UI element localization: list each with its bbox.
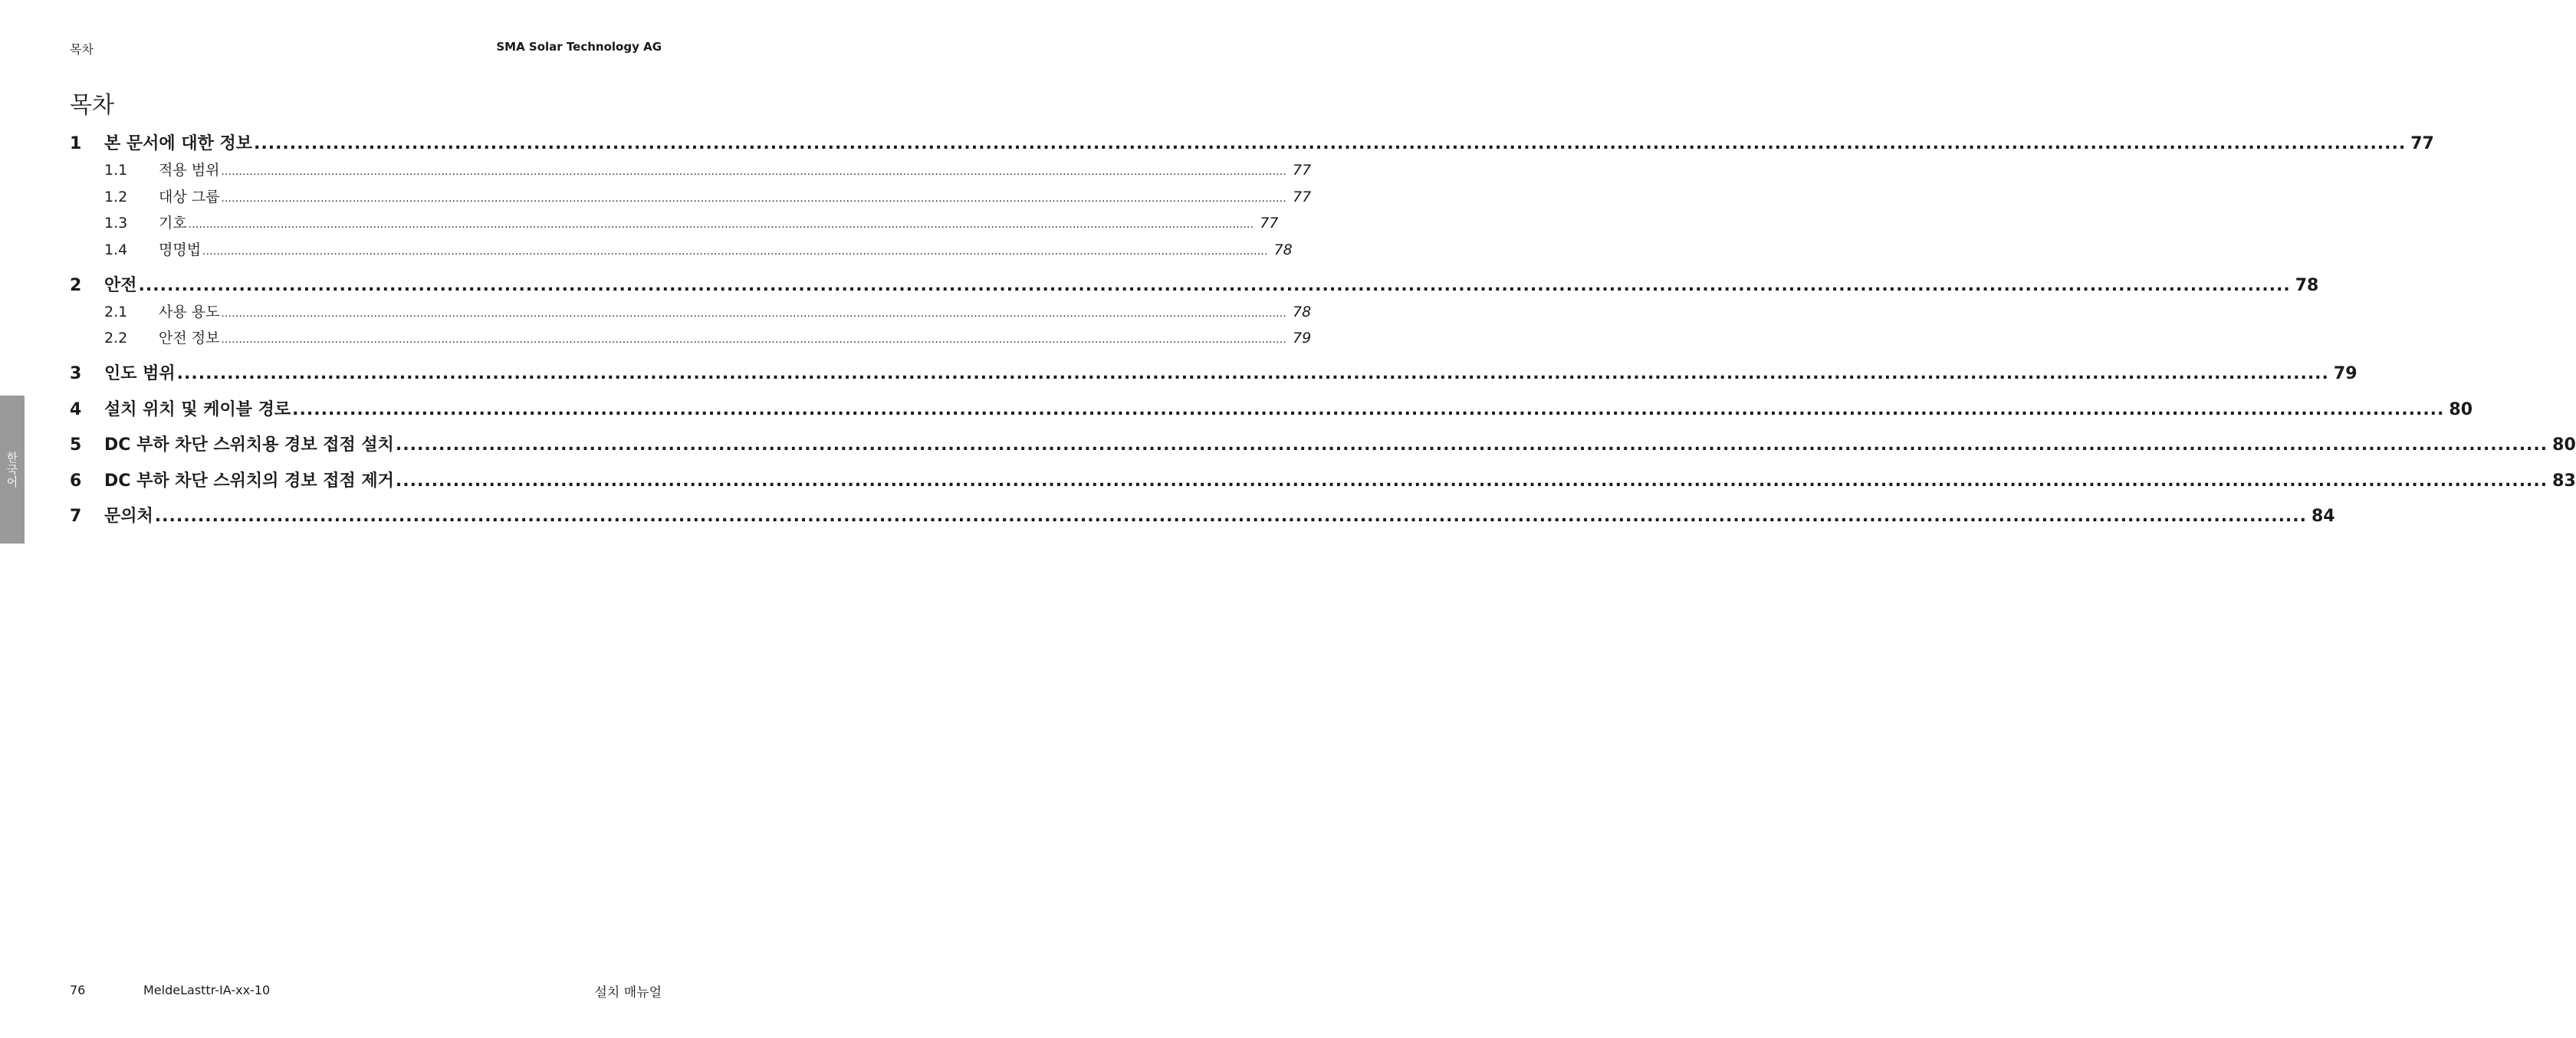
toc-leader-dots: ............................................................................................................................................................................................................................................................................................................ xyxy=(221,308,1287,320)
toc-entry-title: 기호 xyxy=(159,215,187,232)
toc-entry-2-2[interactable] xyxy=(70,327,1312,347)
toc-entry-title: DC 부하 차단 스위치용 경보 접점 설치 xyxy=(104,435,394,455)
toc-entry-page: 77 xyxy=(1260,215,1279,232)
toc-entry-title: 적용 범위 xyxy=(159,162,220,179)
page-title: 목차 xyxy=(70,92,114,119)
footer-page-number: 76 xyxy=(70,983,86,997)
toc-entry-title: 본 문서에 대한 정보 xyxy=(104,134,252,153)
toc-entry-page: 78 xyxy=(1292,304,1312,320)
toc-leader-dots: ............................................................................................................................................................................................................................................................................................................ xyxy=(395,471,2548,491)
toc-leader-dots: ............................................................................................................................................................................................................................................................................................................ xyxy=(176,364,2329,383)
toc-leader-dots: ............................................................................................................................................................................................................................................................................................................ xyxy=(221,334,1287,346)
toc-entry-page: 80 xyxy=(2449,400,2473,419)
toc-entry-title: 설치 위치 및 케이블 경로 xyxy=(104,400,291,419)
toc-entry-number: 1 xyxy=(70,134,82,153)
toc-entry-title: 인도 범위 xyxy=(104,364,176,383)
toc-entry-page: 78 xyxy=(2295,276,2319,295)
language-label: 한국어 xyxy=(5,451,19,488)
toc-entry-5[interactable] xyxy=(70,432,2576,455)
toc-entry-page: 80 xyxy=(2552,435,2576,455)
toc-entry-page: 84 xyxy=(2312,507,2335,526)
toc-entry-title: 대상 그룹 xyxy=(159,189,220,205)
toc-entry-7[interactable] xyxy=(70,503,2335,527)
header-section-label: 목차 xyxy=(70,42,94,57)
toc-entry-6[interactable] xyxy=(70,468,2576,491)
toc-entry-number: 7 xyxy=(70,507,82,526)
toc-entry-number: 6 xyxy=(70,471,82,491)
toc-leader-dots: ............................................................................................................................................................................................................................................................................................................ xyxy=(188,219,1254,231)
toc-entry-number: 4 xyxy=(70,400,82,419)
toc-leader-dots: ............................................................................................................................................................................................................................................................................................................ xyxy=(154,507,2307,526)
toc-entry-1-1[interactable] xyxy=(70,159,1312,179)
toc-entry-4[interactable] xyxy=(70,396,2473,420)
toc-leader-dots: ............................................................................................................................................................................................................................................................................................................ xyxy=(221,193,1287,205)
toc-entry-page: 79 xyxy=(2333,364,2358,383)
toc-entry-3[interactable] xyxy=(70,360,2358,384)
toc-leader-dots: ............................................................................................................................................................................................................................................................................................................ xyxy=(395,435,2548,455)
toc-entry-2[interactable] xyxy=(70,272,2319,296)
toc-leader-dots: ............................................................................................................................................................................................................................................................................................................ xyxy=(221,166,1287,178)
toc-entry-2-1[interactable] xyxy=(70,301,1312,321)
language-side-tab xyxy=(0,396,25,544)
toc-entry-number: 1.3 xyxy=(104,215,128,232)
toc-entry-title: 문의처 xyxy=(104,507,153,526)
toc-leader-dots: ............................................................................................................................................................................................................................................................................................................ xyxy=(138,276,2291,295)
toc-entry-number: 1.1 xyxy=(104,162,128,179)
toc-entry-title: 안전 정보 xyxy=(159,330,220,347)
toc-entry-title: 안전 xyxy=(104,276,137,295)
toc-entry-1-2[interactable] xyxy=(70,186,1312,206)
toc-entry-1-4[interactable] xyxy=(70,238,1293,259)
toc-entry-page: 83 xyxy=(2552,471,2576,491)
toc-entry-page: 77 xyxy=(1292,162,1312,179)
toc-entry-number: 1.2 xyxy=(104,189,128,205)
toc-entry-number: 2.2 xyxy=(104,330,128,347)
toc-entry-page: 78 xyxy=(1273,241,1293,258)
toc-leader-dots: ............................................................................................................................................................................................................................................................................................................ xyxy=(292,400,2445,419)
toc-entry-number: 2.1 xyxy=(104,304,128,320)
toc-entry-title: 사용 용도 xyxy=(159,304,220,320)
toc-entry-number: 2 xyxy=(70,276,82,295)
toc-entry-1[interactable] xyxy=(70,130,2434,154)
footer-document-code: MeldeLasttr-IA-xx-10 xyxy=(143,983,271,997)
toc-entry-number: 3 xyxy=(70,364,82,383)
footer-document-type: 설치 매뉴얼 xyxy=(594,985,662,1000)
toc-entry-page: 77 xyxy=(1292,189,1312,205)
toc-entry-title: DC 부하 차단 스위치의 경보 접점 제거 xyxy=(104,471,394,491)
toc-entry-1-3[interactable] xyxy=(70,212,1279,232)
toc-leader-dots: ............................................................................................................................................................................................................................................................................................................ xyxy=(202,246,1268,258)
toc-entry-number: 1.4 xyxy=(104,241,128,258)
header-company-name: SMA Solar Technology AG xyxy=(496,40,662,54)
toc-entry-page: 77 xyxy=(2410,134,2434,153)
toc-entry-title: 명명법 xyxy=(159,241,202,258)
toc-entry-number: 5 xyxy=(70,435,82,455)
toc-entry-page: 79 xyxy=(1292,330,1312,347)
toc-leader-dots: ............................................................................................................................................................................................................................................................................................................ xyxy=(254,134,2407,153)
